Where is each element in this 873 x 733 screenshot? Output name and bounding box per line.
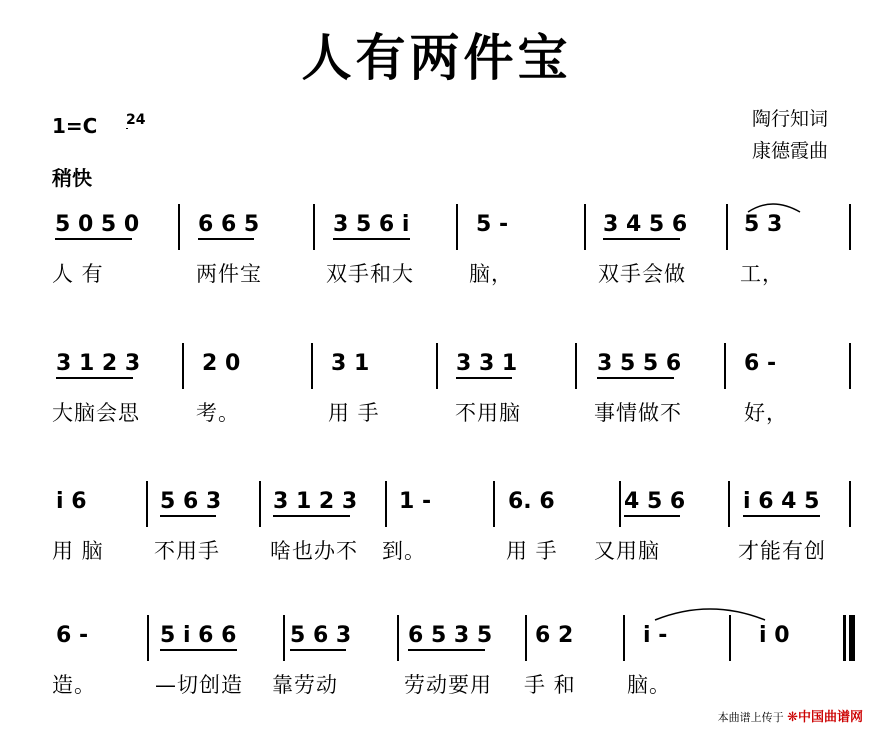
- measure-notes: 6. 6: [508, 489, 555, 514]
- lyric-text: —切创造: [155, 673, 243, 697]
- slur: [748, 204, 800, 212]
- measure-notes: i 6: [56, 489, 87, 514]
- key-signature: 1=C: [52, 114, 98, 138]
- measure-notes: 3 4 5 6: [603, 212, 688, 237]
- measure-notes: 2 0: [202, 351, 241, 376]
- lyric-text: 用 脑: [52, 539, 104, 563]
- measure-notes: 5 i 6 6: [160, 623, 237, 648]
- measure-notes: 3 1: [331, 351, 370, 376]
- lyric-text: 又用脑: [594, 539, 660, 563]
- song-title: 人有两件宝: [301, 28, 572, 87]
- lyric-text: 不用脑: [455, 401, 521, 425]
- lyric-text: 双手会做: [598, 262, 686, 286]
- lyric-text: 考。: [196, 401, 240, 425]
- lyric-text: 用 手: [506, 539, 558, 563]
- measure-notes: 3 1 2 3: [273, 489, 358, 514]
- measure-notes: 4 5 6: [624, 489, 686, 514]
- lyric-text: 造。: [52, 673, 96, 697]
- upload-footer: 本曲谱上传于 ❋中国曲谱网: [717, 710, 863, 725]
- measure-notes: i 0: [759, 623, 790, 648]
- measure-notes: 6 -: [744, 351, 777, 376]
- lyric-text: 大脑会思: [52, 401, 140, 425]
- measure-notes: 6 2: [535, 623, 574, 648]
- lyric-text: 才能有创: [738, 539, 826, 563]
- time-signature: 2 4: [126, 112, 146, 128]
- lyric-text: 事情做不: [594, 401, 682, 425]
- composer-credit: 康德霞曲: [752, 140, 829, 162]
- lyric-text: 脑。: [627, 673, 671, 697]
- measure-notes: 5 3: [744, 212, 783, 237]
- measure-notes: 3 5 6 i: [333, 212, 410, 237]
- lyric-text: 劳动要用: [404, 673, 492, 697]
- measure-notes: i 6 4 5: [743, 489, 820, 514]
- measure-notes: 5 -: [476, 212, 509, 237]
- measure-notes: 1 -: [399, 489, 432, 514]
- lyric-text: 好，: [744, 401, 788, 425]
- lyric-text: 手 和: [524, 673, 576, 697]
- lyric-text: 不用手: [154, 539, 220, 563]
- measure-notes: 5 0 5 0: [55, 212, 140, 237]
- measure-notes: 3 3 1: [456, 351, 518, 376]
- lyric-text: 到。: [382, 539, 426, 563]
- lyric-text: 啥也办不: [270, 539, 358, 563]
- measure-notes: 6 5 3 5: [408, 623, 493, 648]
- measure-notes: 5 6 3: [290, 623, 352, 648]
- measure-notes: 3 5 5 6: [597, 351, 682, 376]
- measure-notes: 6 6 5: [198, 212, 260, 237]
- measure-notes: 5 6 3: [160, 489, 222, 514]
- lyricist-credit: 陶行知词: [752, 108, 829, 130]
- lyric-text: 工，: [740, 262, 784, 286]
- lyric-text: 脑，: [469, 262, 513, 286]
- measure-notes: i -: [643, 623, 668, 648]
- lyric-text: 人 有: [52, 262, 104, 286]
- measure-notes: 3 1 2 3: [56, 351, 141, 376]
- lyric-text: 用 手: [328, 401, 380, 425]
- lyric-text: 双手和大: [326, 262, 414, 286]
- lyric-text: 两件宝: [196, 262, 262, 286]
- slur: [655, 609, 765, 620]
- tempo-marking: 稍快: [52, 166, 92, 190]
- measure-notes: 6 -: [56, 623, 89, 648]
- site-logo: ❋中国曲谱网: [787, 710, 863, 725]
- lyric-text: 靠劳动: [272, 673, 338, 697]
